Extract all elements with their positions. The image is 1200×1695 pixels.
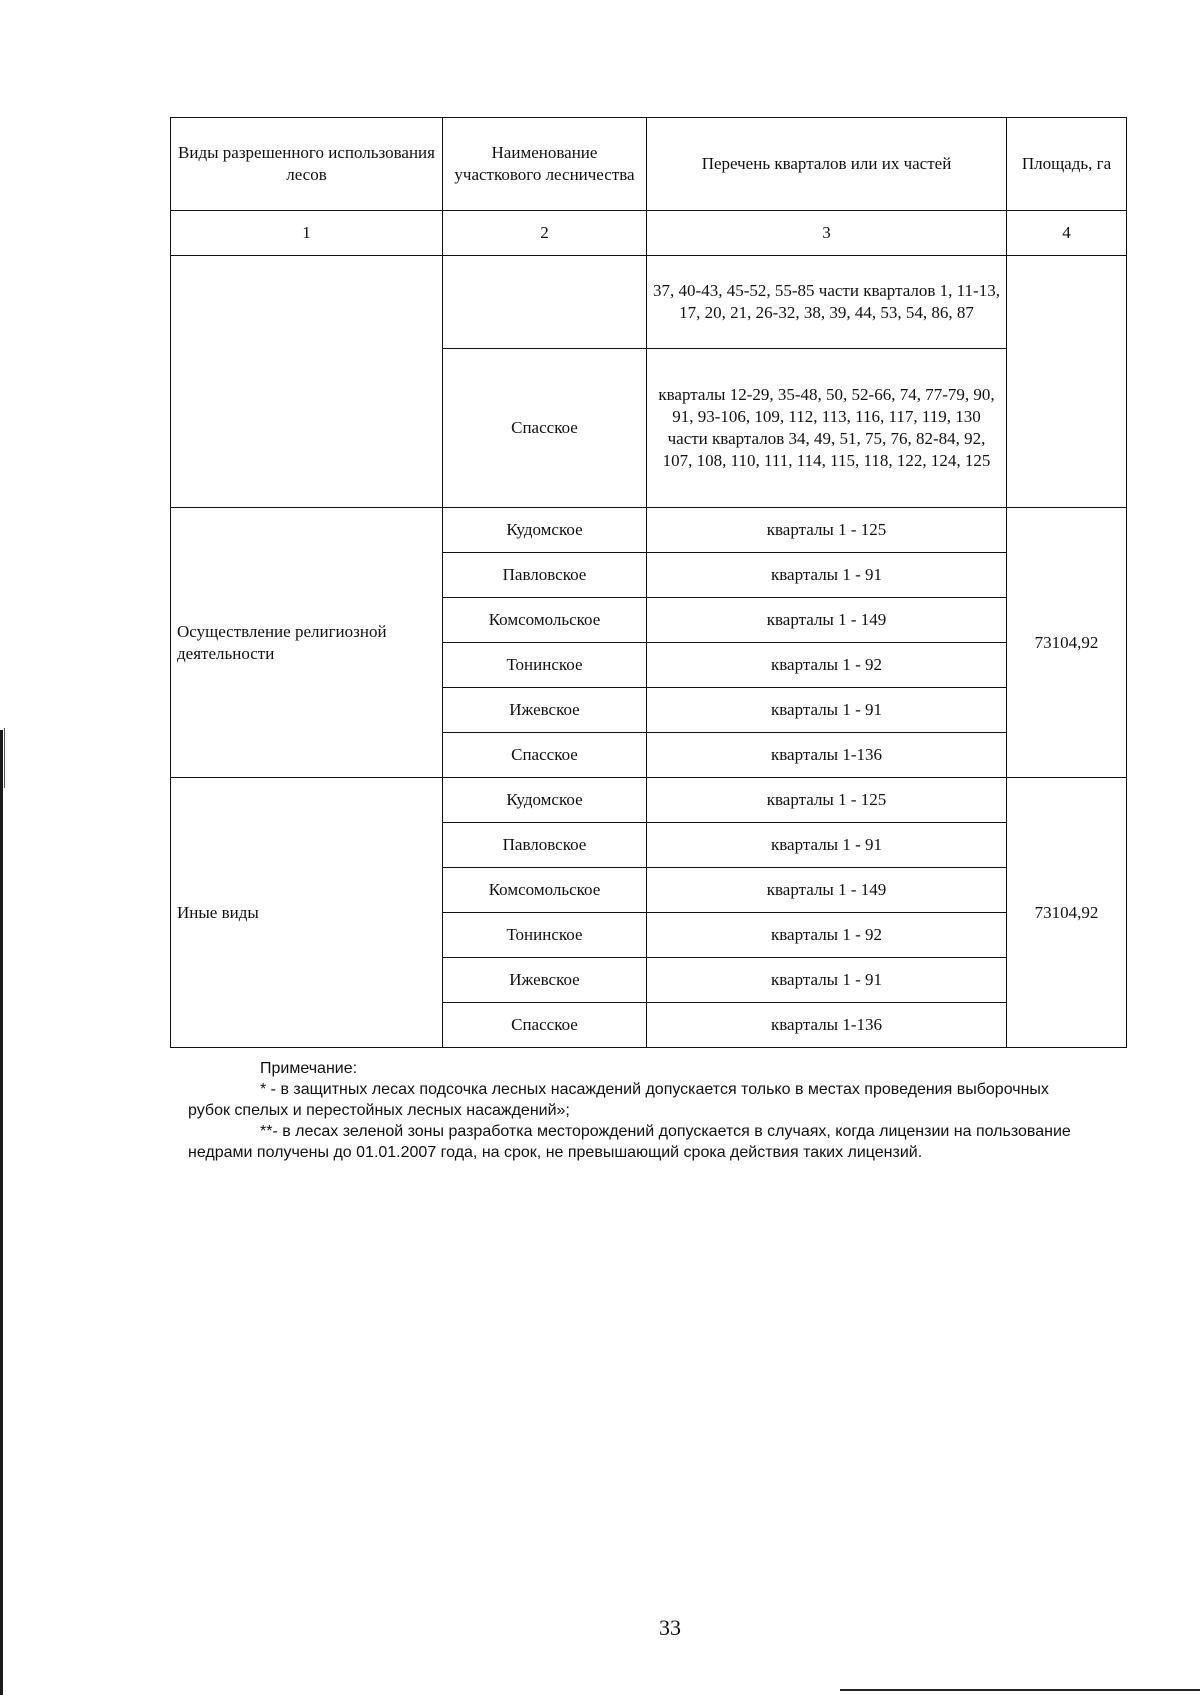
scan-edge-bottom — [840, 1689, 1200, 1691]
forestry-cell: Кудомское — [443, 508, 647, 553]
note-section — [188, 1058, 1078, 1163]
forestry-cell: Комсомольское — [443, 598, 647, 643]
quarters-cell: кварталы 1 - 91 — [647, 823, 1007, 868]
quarters-cell: кварталы 1 - 125 — [647, 778, 1007, 823]
quarters-cell: кварталы 1-136 — [647, 1003, 1007, 1048]
header-forestry: Наименование участкового лесничества — [443, 118, 647, 211]
table-row — [171, 508, 1127, 553]
quarters-cell: кварталы 12-29, 35-48, 50, 52-66, 74, 77-79, 90, 91, 93-106, 109, 112, 113, 116, 117, 119, 130 части кварталов 34, 49, 51, 75, 76, 82-84, 92, 107, 108, 110, 111, 114, 115, 118, 122, 124, 125 — [647, 349, 1007, 508]
quarters-cell: кварталы 1 - 91 — [647, 553, 1007, 598]
table-row — [171, 256, 1127, 349]
area-cell: 73104,92 — [1007, 778, 1127, 1048]
quarters-cell: кварталы 1 - 91 — [647, 958, 1007, 1003]
quarters-cell: кварталы 1-136 — [647, 733, 1007, 778]
forestry-cell: Тонинское — [443, 913, 647, 958]
forestry-cell: Кудомское — [443, 778, 647, 823]
header-quarters: Перечень кварталов или их частей — [647, 118, 1007, 211]
forestry-cell: Спасское — [443, 349, 647, 508]
header-area: Площадь, га — [1007, 118, 1127, 211]
column-number: 3 — [647, 211, 1007, 256]
forestry-cell: Павловское — [443, 553, 647, 598]
scan-edge-left — [0, 730, 3, 1695]
forestry-cell-empty — [443, 256, 647, 349]
note-item-2: **- в лесах зеленой зоны разработка месторождений допускается в случаях, когда лицензии на пользование недрами получены до 01.01.2007 года, на срок, не превышающий срока действия таких лицензий. — [188, 1123, 1071, 1161]
forestry-cell: Тонинское — [443, 643, 647, 688]
quarters-cell: кварталы 1 - 125 — [647, 508, 1007, 553]
note-item-1: * - в защитных лесах подсочка лесных насаждений допускается только в местах проведения выборочных рубок спелых и перестойных лесных насаждений»; — [188, 1081, 1049, 1119]
forestry-cell: Спасское — [443, 1003, 647, 1048]
quarters-cell: кварталы 1 - 149 — [647, 598, 1007, 643]
forestry-cell: Павловское — [443, 823, 647, 868]
table-row — [171, 778, 1127, 823]
note-title: Примечание: — [260, 1060, 358, 1077]
land-use-table — [170, 117, 1127, 1048]
forestry-cell: Комсомольское — [443, 868, 647, 913]
quarters-cell: кварталы 1 - 92 — [647, 913, 1007, 958]
quarters-cell: кварталы 1 - 149 — [647, 868, 1007, 913]
use-type-cell: Осуществление религиозной деятельности — [171, 508, 443, 778]
column-number-row — [171, 211, 1127, 256]
forestry-cell: Ижевское — [443, 688, 647, 733]
use-type-cell-empty — [171, 256, 443, 508]
scan-mark — [4, 728, 5, 788]
use-type-cell: Иные виды — [171, 778, 443, 1048]
column-number: 1 — [171, 211, 443, 256]
quarters-cell: 37, 40-43, 45-52, 55-85 части кварталов 1, 11-13, 17, 20, 21, 26-32, 38, 39, 44, 53, 54, 86, 87 — [647, 256, 1007, 349]
header-use-type: Виды разрешенного использования лесов — [171, 118, 443, 211]
table-header-row — [171, 118, 1127, 211]
column-number: 4 — [1007, 211, 1127, 256]
column-number: 2 — [443, 211, 647, 256]
forestry-cell: Спасское — [443, 733, 647, 778]
area-cell: 73104,92 — [1007, 508, 1127, 778]
quarters-cell: кварталы 1 - 92 — [647, 643, 1007, 688]
forestry-cell: Ижевское — [443, 958, 647, 1003]
quarters-cell: кварталы 1 - 91 — [647, 688, 1007, 733]
area-cell-empty — [1007, 256, 1127, 508]
page-number: 33 — [659, 1615, 681, 1640]
